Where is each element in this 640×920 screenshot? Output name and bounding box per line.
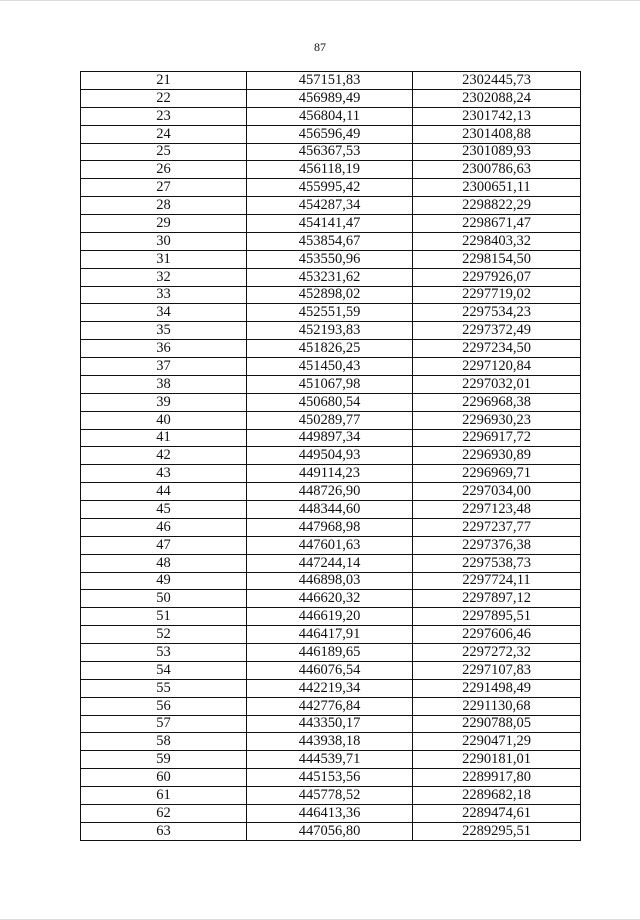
- coordinates-table-body: [81, 72, 581, 841]
- point-number-cell: 35: [81, 322, 247, 340]
- y-coordinate-cell: 2291130,68: [413, 697, 581, 715]
- point-number-cell: 60: [81, 769, 247, 787]
- x-coordinate-cell: 443350,17: [247, 715, 413, 733]
- point-number-cell: 45: [81, 501, 247, 519]
- y-coordinate-cell: 2302088,24: [413, 89, 581, 107]
- table-row: [81, 483, 581, 501]
- point-number-cell: 27: [81, 179, 247, 197]
- point-number-cell: 37: [81, 358, 247, 376]
- y-coordinate-cell: 2290471,29: [413, 733, 581, 751]
- point-number-cell: 33: [81, 286, 247, 304]
- point-number-cell: 53: [81, 644, 247, 662]
- y-coordinate-cell: 2289917,80: [413, 769, 581, 787]
- table-row: [81, 572, 581, 590]
- x-coordinate-cell: 445778,52: [247, 787, 413, 805]
- table-row: [81, 626, 581, 644]
- x-coordinate-cell: 447968,98: [247, 518, 413, 536]
- x-coordinate-cell: 452898,02: [247, 286, 413, 304]
- x-coordinate-cell: 443938,18: [247, 733, 413, 751]
- y-coordinate-cell: 2296969,71: [413, 465, 581, 483]
- point-number-cell: 22: [81, 89, 247, 107]
- point-number-cell: 59: [81, 751, 247, 769]
- table-row: [81, 161, 581, 179]
- y-coordinate-cell: 2302445,73: [413, 72, 581, 90]
- y-coordinate-cell: 2296917,72: [413, 429, 581, 447]
- point-number-cell: 46: [81, 518, 247, 536]
- table-row: [81, 608, 581, 626]
- table-row: [81, 197, 581, 215]
- table-row: [81, 590, 581, 608]
- y-coordinate-cell: 2291498,49: [413, 679, 581, 697]
- y-coordinate-cell: 2289682,18: [413, 787, 581, 805]
- y-coordinate-cell: 2297538,73: [413, 554, 581, 572]
- point-number-cell: 52: [81, 626, 247, 644]
- x-coordinate-cell: 452193,83: [247, 322, 413, 340]
- y-coordinate-cell: 2297032,01: [413, 375, 581, 393]
- y-coordinate-cell: 2296930,89: [413, 447, 581, 465]
- table-row: [81, 501, 581, 519]
- x-coordinate-cell: 447056,80: [247, 822, 413, 840]
- table-row: [81, 447, 581, 465]
- y-coordinate-cell: 2290181,01: [413, 751, 581, 769]
- y-coordinate-cell: 2300651,11: [413, 179, 581, 197]
- x-coordinate-cell: 446413,36: [247, 804, 413, 822]
- table-row: [81, 715, 581, 733]
- table-row: [81, 304, 581, 322]
- y-coordinate-cell: 2298403,32: [413, 232, 581, 250]
- point-number-cell: 47: [81, 536, 247, 554]
- x-coordinate-cell: 446898,03: [247, 572, 413, 590]
- point-number-cell: 61: [81, 787, 247, 805]
- point-number-cell: 55: [81, 679, 247, 697]
- y-coordinate-cell: 2297376,38: [413, 536, 581, 554]
- table-row: [81, 679, 581, 697]
- point-number-cell: 29: [81, 215, 247, 233]
- point-number-cell: 58: [81, 733, 247, 751]
- x-coordinate-cell: 448726,90: [247, 483, 413, 501]
- table-row: [81, 465, 581, 483]
- x-coordinate-cell: 454141,47: [247, 215, 413, 233]
- table-row: [81, 340, 581, 358]
- point-number-cell: 62: [81, 804, 247, 822]
- y-coordinate-cell: 2296930,23: [413, 411, 581, 429]
- point-number-cell: 56: [81, 697, 247, 715]
- x-coordinate-cell: 453854,67: [247, 232, 413, 250]
- x-coordinate-cell: 451826,25: [247, 340, 413, 358]
- table-row: [81, 250, 581, 268]
- y-coordinate-cell: 2297123,48: [413, 501, 581, 519]
- y-coordinate-cell: 2297534,23: [413, 304, 581, 322]
- y-coordinate-cell: 2297724,11: [413, 572, 581, 590]
- point-number-cell: 38: [81, 375, 247, 393]
- x-coordinate-cell: 450289,77: [247, 411, 413, 429]
- point-number-cell: 26: [81, 161, 247, 179]
- table-row: [81, 411, 581, 429]
- table-row: [81, 322, 581, 340]
- x-coordinate-cell: 456596,49: [247, 125, 413, 143]
- x-coordinate-cell: 450680,54: [247, 393, 413, 411]
- x-coordinate-cell: 448344,60: [247, 501, 413, 519]
- x-coordinate-cell: 446417,91: [247, 626, 413, 644]
- x-coordinate-cell: 454287,34: [247, 197, 413, 215]
- x-coordinate-cell: 455995,42: [247, 179, 413, 197]
- table-row: [81, 787, 581, 805]
- x-coordinate-cell: 456989,49: [247, 89, 413, 107]
- x-coordinate-cell: 451067,98: [247, 375, 413, 393]
- y-coordinate-cell: 2297895,51: [413, 608, 581, 626]
- table-row: [81, 125, 581, 143]
- table-row: [81, 518, 581, 536]
- x-coordinate-cell: 449504,93: [247, 447, 413, 465]
- point-number-cell: 36: [81, 340, 247, 358]
- table-row: [81, 375, 581, 393]
- x-coordinate-cell: 453231,62: [247, 268, 413, 286]
- x-coordinate-cell: 445153,56: [247, 769, 413, 787]
- point-number-cell: 32: [81, 268, 247, 286]
- table-row: [81, 733, 581, 751]
- x-coordinate-cell: 446620,32: [247, 590, 413, 608]
- table-row: [81, 769, 581, 787]
- x-coordinate-cell: 453550,96: [247, 250, 413, 268]
- table-row: [81, 751, 581, 769]
- x-coordinate-cell: 451450,43: [247, 358, 413, 376]
- table-row: [81, 268, 581, 286]
- point-number-cell: 25: [81, 143, 247, 161]
- x-coordinate-cell: 449897,34: [247, 429, 413, 447]
- y-coordinate-cell: 2298154,50: [413, 250, 581, 268]
- point-number-cell: 43: [81, 465, 247, 483]
- table-row: [81, 661, 581, 679]
- y-coordinate-cell: 2297372,49: [413, 322, 581, 340]
- y-coordinate-cell: 2289295,51: [413, 822, 581, 840]
- point-number-cell: 28: [81, 197, 247, 215]
- y-coordinate-cell: 2297719,02: [413, 286, 581, 304]
- point-number-cell: 21: [81, 72, 247, 90]
- point-number-cell: 50: [81, 590, 247, 608]
- point-number-cell: 34: [81, 304, 247, 322]
- point-number-cell: 51: [81, 608, 247, 626]
- point-number-cell: 30: [81, 232, 247, 250]
- y-coordinate-cell: 2297034,00: [413, 483, 581, 501]
- table-row: [81, 215, 581, 233]
- coordinates-table: [80, 71, 581, 841]
- y-coordinate-cell: 2298822,29: [413, 197, 581, 215]
- x-coordinate-cell: 444539,71: [247, 751, 413, 769]
- y-coordinate-cell: 2300786,63: [413, 161, 581, 179]
- table-row: [81, 232, 581, 250]
- x-coordinate-cell: 456118,19: [247, 161, 413, 179]
- table-row: [81, 358, 581, 376]
- y-coordinate-cell: 2297234,50: [413, 340, 581, 358]
- point-number-cell: 24: [81, 125, 247, 143]
- point-number-cell: 63: [81, 822, 247, 840]
- table-row: [81, 822, 581, 840]
- point-number-cell: 40: [81, 411, 247, 429]
- table-row: [81, 554, 581, 572]
- x-coordinate-cell: 452551,59: [247, 304, 413, 322]
- table-row: [81, 429, 581, 447]
- table-row: [81, 286, 581, 304]
- x-coordinate-cell: 446189,65: [247, 644, 413, 662]
- y-coordinate-cell: 2297237,77: [413, 518, 581, 536]
- page-number: 87: [314, 40, 326, 54]
- x-coordinate-cell: 456804,11: [247, 107, 413, 125]
- x-coordinate-cell: 449114,23: [247, 465, 413, 483]
- y-coordinate-cell: 2297107,83: [413, 661, 581, 679]
- point-number-cell: 39: [81, 393, 247, 411]
- y-coordinate-cell: 2289474,61: [413, 804, 581, 822]
- table-row: [81, 143, 581, 161]
- table-row: [81, 804, 581, 822]
- y-coordinate-cell: 2297272,32: [413, 644, 581, 662]
- table-row: [81, 644, 581, 662]
- y-coordinate-cell: 2301742,13: [413, 107, 581, 125]
- y-coordinate-cell: 2297897,12: [413, 590, 581, 608]
- table-row: [81, 179, 581, 197]
- point-number-cell: 31: [81, 250, 247, 268]
- x-coordinate-cell: 442776,84: [247, 697, 413, 715]
- table-row: [81, 107, 581, 125]
- y-coordinate-cell: 2296968,38: [413, 393, 581, 411]
- point-number-cell: 54: [81, 661, 247, 679]
- y-coordinate-cell: 2297120,84: [413, 358, 581, 376]
- table-row: [81, 89, 581, 107]
- table-row: [81, 72, 581, 90]
- x-coordinate-cell: 442219,34: [247, 679, 413, 697]
- point-number-cell: 23: [81, 107, 247, 125]
- table-row: [81, 536, 581, 554]
- y-coordinate-cell: 2297926,07: [413, 268, 581, 286]
- y-coordinate-cell: 2298671,47: [413, 215, 581, 233]
- y-coordinate-cell: 2301408,88: [413, 125, 581, 143]
- y-coordinate-cell: 2301089,93: [413, 143, 581, 161]
- x-coordinate-cell: 456367,53: [247, 143, 413, 161]
- point-number-cell: 42: [81, 447, 247, 465]
- point-number-cell: 44: [81, 483, 247, 501]
- x-coordinate-cell: 446076,54: [247, 661, 413, 679]
- y-coordinate-cell: 2297606,46: [413, 626, 581, 644]
- point-number-cell: 48: [81, 554, 247, 572]
- scan-top-edge: [0, 0, 640, 1]
- point-number-cell: 49: [81, 572, 247, 590]
- table-row: [81, 697, 581, 715]
- point-number-cell: 57: [81, 715, 247, 733]
- x-coordinate-cell: 446619,20: [247, 608, 413, 626]
- x-coordinate-cell: 457151,83: [247, 72, 413, 90]
- y-coordinate-cell: 2290788,05: [413, 715, 581, 733]
- table-row: [81, 393, 581, 411]
- x-coordinate-cell: 447601,63: [247, 536, 413, 554]
- point-number-cell: 41: [81, 429, 247, 447]
- x-coordinate-cell: 447244,14: [247, 554, 413, 572]
